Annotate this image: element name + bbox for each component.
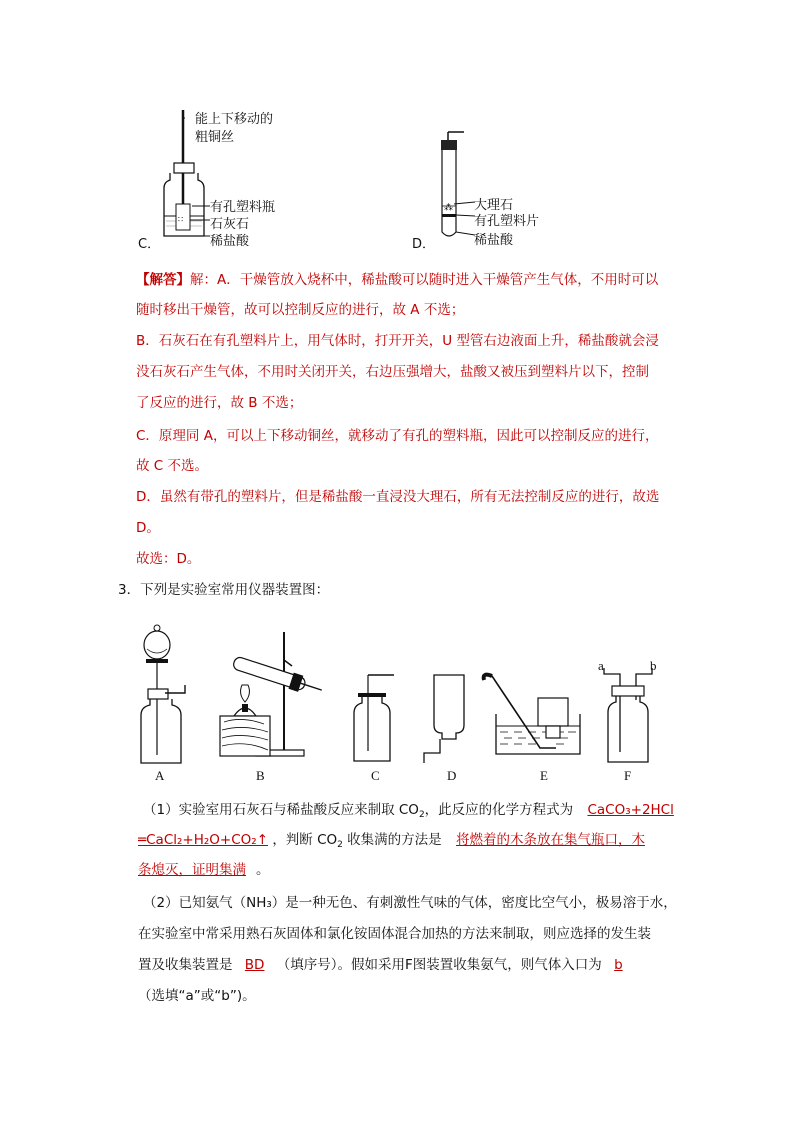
apparatus-label-c: C bbox=[371, 768, 380, 783]
q3-p2-line3: 置及收集装置是 BD （填序号）。假如采用F图装置收集氨气，则气体入口为 b bbox=[138, 957, 623, 973]
option-d-letter: D． bbox=[412, 237, 436, 252]
solution-line-9: D。 bbox=[136, 520, 160, 536]
solution-line-1 bbox=[136, 270, 658, 290]
q3-p2-line4: （选填“a”或“b”)。 bbox=[138, 988, 256, 1004]
solution-line-10: 故选：D。 bbox=[136, 551, 201, 567]
solution-line-2: 随时移出干燥管，故可以控制反应的进行，故 A 不选； bbox=[136, 302, 465, 318]
c-label-wire2: 粗铜丝 bbox=[195, 130, 235, 145]
apparatus-d-figure bbox=[430, 128, 475, 246]
apparatus-label-f: F bbox=[624, 768, 632, 783]
question-3-title: 3．下列是实验室常用仪器装置图： bbox=[118, 582, 330, 598]
q3-answer-method-2: 条熄灭，证明集满 bbox=[138, 862, 246, 878]
apparatus-c2-figure bbox=[346, 673, 398, 765]
c-label-wire1: 能上下移动的 bbox=[195, 112, 274, 127]
apparatus-e-figure bbox=[478, 668, 590, 765]
c-label-limestone: 石灰石 bbox=[210, 217, 250, 232]
solution-line-6: C．原理同 A，可以上下移动铜丝，就移动了有孔的塑料瓶，因此可以控制反应的进行， bbox=[136, 428, 659, 444]
f-port-b: b bbox=[650, 658, 657, 673]
solution-line-8: D．虽然有带孔的塑料片，但是稀盐酸一直浸没大理石，所有无法控制反应的进行，故选 bbox=[136, 489, 660, 505]
solution-text-1: 解：A．干燥管放入烧杯中，稀盐酸可以随时进入干燥管产生气体，不用时可以 bbox=[190, 272, 659, 288]
apparatus-label-e: E bbox=[540, 768, 548, 783]
d-label-marble: 大理石 bbox=[474, 198, 514, 213]
apparatus-d2-figure bbox=[420, 673, 472, 765]
apparatus-label-b: B bbox=[256, 768, 265, 783]
solution-line-7: 故 C 不选。 bbox=[136, 458, 209, 474]
c-label-bottle: 有孔塑料瓶 bbox=[210, 200, 276, 215]
q3-answer-equation-1: CaCO₃+2HCl bbox=[587, 802, 674, 818]
svg-text:⁂: ⁂ bbox=[444, 203, 453, 213]
solution-tag: 【解答】 bbox=[136, 272, 190, 288]
apparatus-label-d: D bbox=[447, 768, 457, 783]
q3-p1-line3: 条熄灭，证明集满 。 bbox=[138, 862, 270, 878]
q3-answer-method-1: 将燃着的木条放在集气瓶口，木 bbox=[455, 832, 645, 848]
q3-p1-line1: （1）实验室用石灰石与稀盐酸反应来制取 $CO_2$，此反应的化学方程式为 CaCO₃+2HCl bbox=[143, 802, 674, 820]
apparatus-label-a: A bbox=[155, 768, 165, 783]
solution-line-3: B．石灰石在有孔塑料片上，用气体时，打开开关，U 型管右边液面上升，稀盐酸就会浸 bbox=[136, 333, 659, 349]
apparatus-b-figure bbox=[212, 630, 332, 765]
q3-p2-line1: （2）已知氨气（NH₃）是一种无色、有刺激性气味的气体，密度比空气小，极易溶于水， bbox=[143, 895, 677, 911]
q3-p2-line2: 在实验室中常采用熟石灰固体和氯化铵固体混合加热的方法来制取，则应选择的发生装 bbox=[138, 926, 651, 942]
option-c-letter: C． bbox=[138, 237, 161, 252]
d-label-plate: 有孔塑料片 bbox=[474, 214, 540, 229]
q3-answer-equation-2: ═CaCl₂+H₂O+CO₂↑ bbox=[138, 832, 269, 848]
q3-p1-line2: ═CaCl₂+H₂O+CO₂↑ ，判断 $CO_2$ 收集满的方法是 将燃着的木条放在集气瓶口，木 bbox=[138, 832, 645, 850]
svg-text:∷: ∷ bbox=[178, 215, 184, 224]
apparatus-f-figure bbox=[598, 660, 658, 765]
solution-line-4: 没石灰石产生气体，不用时关闭开关，右边压强增大，盐酸又被压到塑料片以下，控制 bbox=[136, 364, 649, 380]
q3-answer-inlet: b bbox=[614, 957, 623, 973]
q3-answer-apparatus: BD bbox=[244, 957, 265, 973]
f-port-a: a bbox=[598, 658, 604, 673]
apparatus-a-figure bbox=[135, 615, 190, 765]
c-label-acid: 稀盐酸 bbox=[210, 234, 250, 249]
d-label-acid: 稀盐酸 bbox=[474, 233, 514, 248]
solution-line-5: 了反应的进行，故 B 不选； bbox=[136, 395, 303, 411]
